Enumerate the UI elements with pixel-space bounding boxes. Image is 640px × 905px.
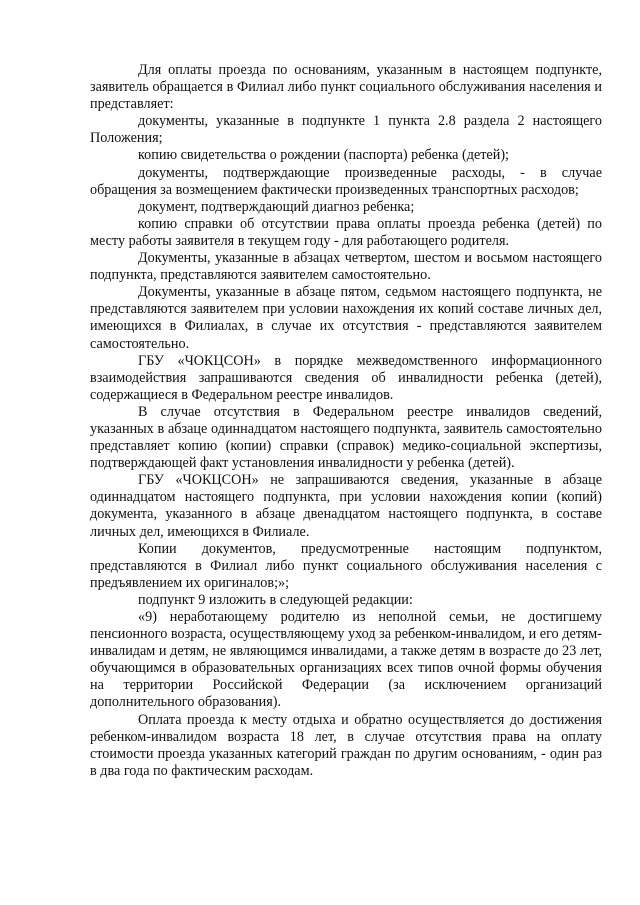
paragraph-birth-certificate: копию свидетельства о рождении (паспорта) ребенка (детей);: [138, 147, 509, 164]
paragraph-subclause-9-text: «9) неработающему родителю из неполной семьи, не достигшему пенсионного возраста, осуществляющему уход за ребенком-инвалидом, и его детям-инвалидам и детям, не являющимся инвалидами, а также детям в возрасте до 23 лет, обучающимся в образовательных организациях всех типов очной формы обучения на территории Российской Федерации (за исключением организаций дополнительного образования).: [90, 609, 602, 711]
paragraph-self-submitted: Документы, указанные в абзацах четвертом, шестом и восьмом настоящего подпункта, представляются заявителем самостоятельно.: [90, 250, 602, 284]
paragraph-subclause-9-heading: подпункт 9 изложить в следующей редакции:: [138, 591, 413, 608]
paragraph-registry-absence: В случае отсутствия в Федеральном реестре инвалидов сведений, указанных в абзаце одиннадцатом настоящего подпункта, заявитель самостоятельно представляет копию (копии) справки (справок) медико-социальной экспертизы, подтверждающей факт установления инвалидности у ребенка (детей).: [90, 403, 602, 472]
paragraph-expense-documents: документы, подтверждающие произведенные расходы, - в случае обращения за возмещением фактически произведенных транспортных расходов;: [90, 164, 602, 198]
document-page: [90, 62, 602, 780]
paragraph-employer-certificate: копию справки об отсутствии права оплаты проезда ребенка (детей) по месту работы заявителя в текущем году - для работающего родителя.: [90, 215, 602, 249]
paragraph-interagency-request: ГБУ «ЧОКЦСОН» в порядке межведомственного информационного взаимодействия запрашиваются сведения об инвалидности ребенка (детей), содержащиеся в Федеральном реестре инвалидов.: [90, 352, 602, 403]
paragraph-not-required: Документы, указанные в абзаце пятом, седьмом настоящего подпункта, не представляются заявителем при условии нахождения их копий составе личных дел, имеющихся в Филиалах, в случае их отсутствия - представляются заявителем самостоятельно.: [90, 284, 602, 352]
paragraph-copies-originals: Копии документов, предусмотренные настоящим подпунктом, представляются в Филиал либо пункт социального обслуживания населения с предъявлением их оригиналов;»;: [90, 540, 602, 591]
paragraph-diagnosis-document: документ, подтверждающий диагноз ребенка;: [138, 198, 415, 215]
paragraph-travel-payment: Оплата проезда к месту отдыха и обратно осуществляется до достижения ребенком-инвалидом возраста 18 лет, в случае отсутствия права на оплату стоимости проезда указанных категорий граждан по другим основаниям, - один раз в два года по фактическим расходам.: [90, 711, 602, 779]
paragraph-payment-intro: Для оплаты проезда по основаниям, указанным в настоящем подпункте, заявитель обращается в Филиал либо пункт социального обслуживания населения и представляет:: [90, 62, 602, 113]
paragraph-documents-subclause: документы, указанные в подпункте 1 пункта 2.8 раздела 2 настоящего Положения;: [90, 113, 602, 147]
paragraph-no-request: ГБУ «ЧОКЦСОН» не запрашиваются сведения, указанные в абзаце одиннадцатом настоящего подпункта, при условии нахождения копии (копий) документа, указанного в абзаце двенадцатом настоящего подпункта, в составе личных дел, имеющихся в Филиале.: [90, 472, 602, 540]
